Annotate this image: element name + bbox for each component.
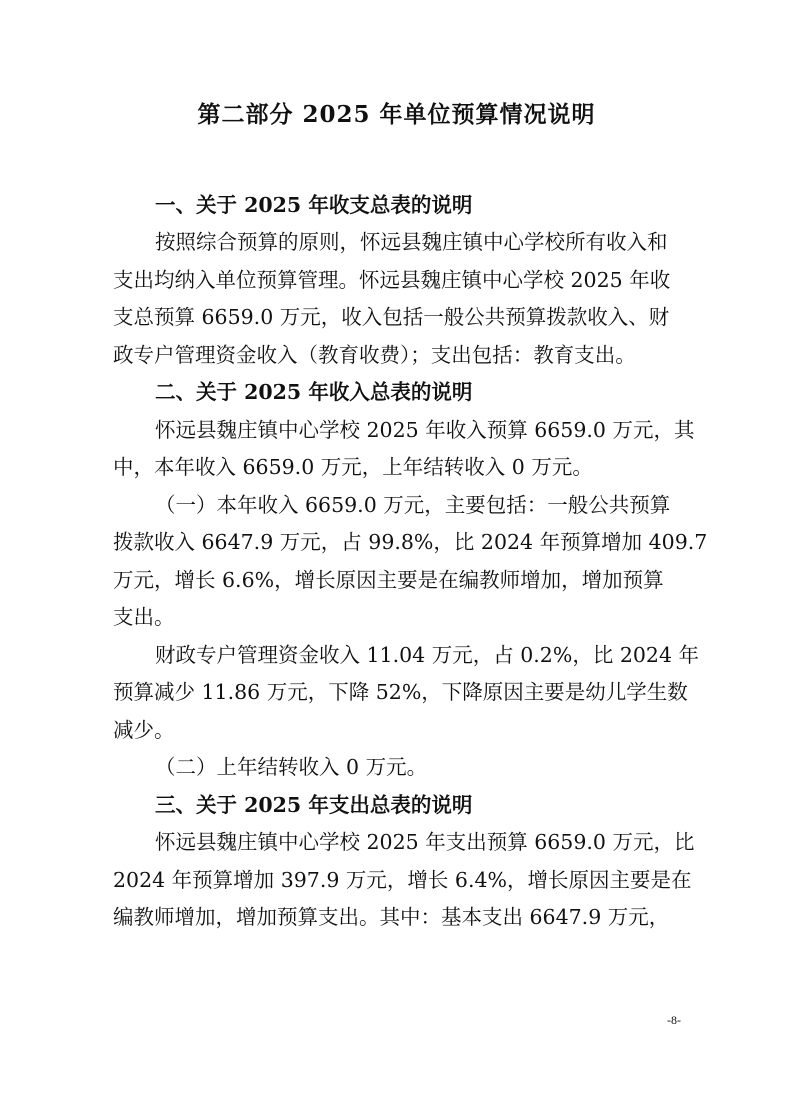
paragraph-line: 支总预算 6659.0 万元，收入包括一般公共预算拨款收入、财 (113, 305, 670, 329)
paragraph-line: 政专户管理资金收入（教育收费）；支出包括：教育支出。 (113, 343, 636, 367)
section-heading-3: 三、关于 2025 年支出总表的说明 (155, 793, 473, 817)
paragraph-line: 怀远县魏庄镇中心学校 2025 年支出预算 6659.0 万元，比 (155, 830, 695, 854)
paragraph-line: 拨款收入 6647.9 万元，占 99.8%，比 2024 年预算增加 409.7 (113, 530, 708, 554)
paragraph-line: 编教师增加，增加预算支出。其中：基本支出 6647.9 万元， (113, 905, 670, 929)
paragraph-line: 2024 年预算增加 397.9 万元，增长 6.4%，增长原因主要是在 (113, 868, 692, 892)
page-title: 第二部分 2025 年单位预算情况说明 (197, 101, 596, 128)
paragraph-line: 中，本年收入 6659.0 万元，上年结转收入 0 万元。 (113, 455, 593, 479)
paragraph-line: 支出均纳入单位预算管理。怀远县魏庄镇中心学校 2025 年收 (113, 268, 671, 292)
page-number: -8- (667, 1013, 681, 1027)
paragraph-line: 支出。 (113, 605, 175, 629)
paragraph-line: （一）本年收入 6659.0 万元，主要包括：一般公共预算 (155, 493, 671, 517)
paragraph-line: （二）上年结转收入 0 万元。 (155, 755, 428, 779)
paragraph-line: 预算减少 11.86 万元，下降 52%，下降原因主要是幼儿学生数 (113, 680, 688, 704)
paragraph-line: 按照综合预算的原则，怀远县魏庄镇中心学校所有收入和 (155, 230, 668, 254)
paragraph-line: 怀远县魏庄镇中心学校 2025 年收入预算 6659.0 万元，其 (155, 418, 695, 442)
section-heading-2: 二、关于 2025 年收入总表的说明 (155, 380, 473, 404)
section-heading-1: 一、关于 2025 年收支总表的说明 (155, 193, 473, 217)
paragraph-line: 财政专户管理资金收入 11.04 万元，占 0.2%，比 2024 年 (155, 643, 700, 667)
paragraph-line: 减少。 (113, 718, 175, 742)
paragraph-line: 万元，增长 6.6%，增长原因主要是在编教师增加，增加预算 (113, 568, 664, 592)
